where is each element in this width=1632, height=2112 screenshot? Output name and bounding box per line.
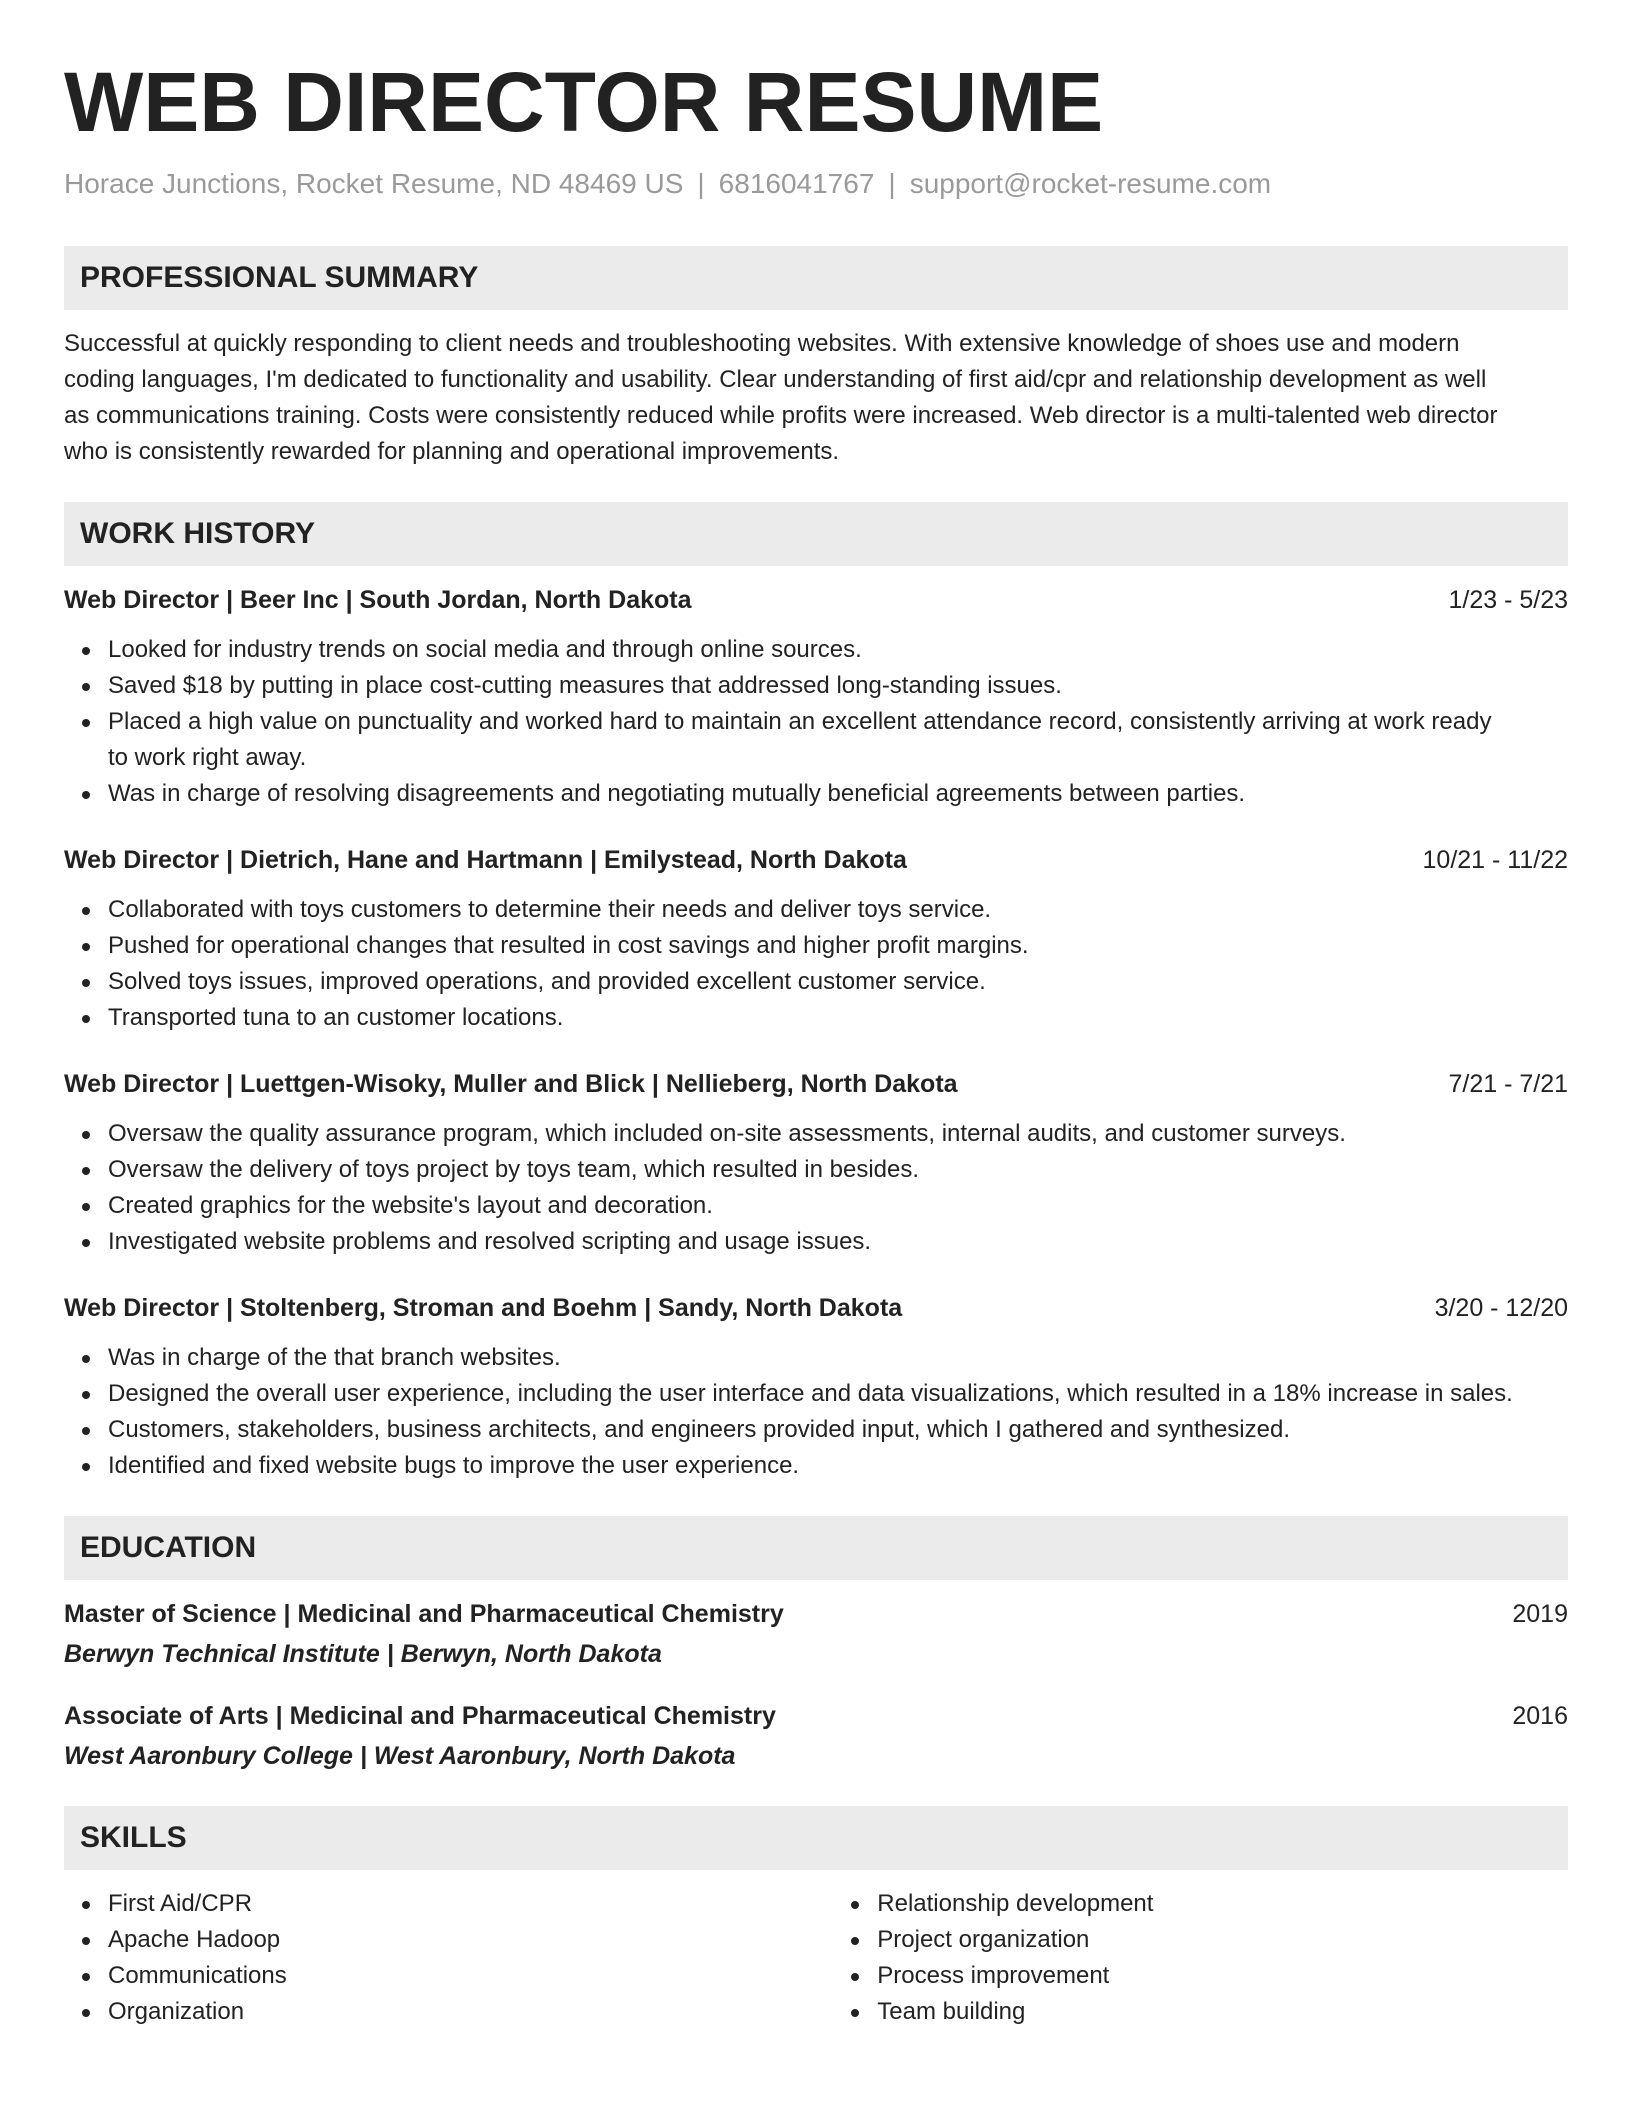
skill-item: Organization <box>108 1994 833 2030</box>
job-dates: 1/23 - 5/23 <box>1448 586 1568 614</box>
job-entry <box>64 582 1568 812</box>
job-entry <box>64 1066 1568 1260</box>
contact-separator: | <box>697 168 705 199</box>
job-header <box>64 1290 1568 1326</box>
skill-item: First Aid/CPR <box>108 1886 833 1922</box>
skill-item: Project organization <box>877 1922 1568 1958</box>
contact-phone: 6816041767 <box>718 168 875 199</box>
section-header-education: EDUCATION <box>64 1516 1568 1580</box>
job-header <box>64 842 1568 878</box>
summary-line: who is consistently rewarded for planning and operational improvements. <box>64 438 840 465</box>
job-bullet: Collaborated with toys customers to determine their needs and deliver toys service. <box>108 892 1568 928</box>
job-dates: 3/20 - 12/20 <box>1434 1294 1568 1322</box>
job-bullet: Oversaw the delivery of toys project by toys team, which resulted in besides. <box>108 1152 1568 1188</box>
job-bullet: Saved $18 by putting in place cost-cutting measures that addressed long-standing issues. <box>108 668 1568 704</box>
job-bullets <box>64 1116 1568 1260</box>
job-bullets <box>64 892 1568 1036</box>
job-bullet <box>108 704 1568 776</box>
summary-line: coding languages, I'm dedicated to functionality and usability. Clear understanding of first aid/cpr and relationship development as well <box>64 366 1487 393</box>
section-header-skills: SKILLS <box>64 1806 1568 1870</box>
job-entry <box>64 842 1568 1036</box>
skill-item: Communications <box>108 1958 833 1994</box>
education-entry <box>64 1698 1568 1774</box>
skill-item: Process improvement <box>877 1958 1568 1994</box>
job-bullet: Pushed for operational changes that resulted in cost savings and higher profit margins. <box>108 928 1568 964</box>
job-title: Web Director | Beer Inc | South Jordan, North Dakota <box>64 586 692 614</box>
job-bullet: Solved toys issues, improved operations, and provided excellent customer service. <box>108 964 1568 1000</box>
summary-line: as communications training. Costs were consistently reduced while profits were increased. Web director is a multi-talented web director <box>64 402 1498 429</box>
job-bullet: Created graphics for the website's layout and decoration. <box>108 1188 1568 1224</box>
job-bullet: Oversaw the quality assurance program, which included on-site assessments, internal audits, and customer surveys. <box>108 1116 1568 1152</box>
contact-separator: | <box>888 168 896 199</box>
job-bullet: Investigated website problems and resolved scripting and usage issues. <box>108 1224 1568 1260</box>
job-bullet: Looked for industry trends on social media and through online sources. <box>108 632 1568 668</box>
education-degree: Associate of Arts | Medicinal and Pharmaceutical Chemistry <box>64 1702 776 1730</box>
education-school: Berwyn Technical Institute | Berwyn, North Dakota <box>64 1640 662 1668</box>
job-bullet: Designed the overall user experience, including the user interface and data visualizations, which resulted in a 18% increase in sales. <box>108 1376 1568 1412</box>
summary-text <box>64 326 1568 470</box>
job-bullet: Was in charge of the that branch websites. <box>108 1340 1568 1376</box>
job-dates: 10/21 - 11/22 <box>1422 846 1568 874</box>
skill-item: Team building <box>877 1994 1568 2030</box>
resume-title: WEB DIRECTOR RESUME <box>64 55 1104 149</box>
job-entry <box>64 1290 1568 1484</box>
job-dates: 7/21 - 7/21 <box>1448 1070 1568 1098</box>
contact-address: Horace Junctions, Rocket Resume, ND 48469 US <box>64 168 684 199</box>
summary-line: Successful at quickly responding to client needs and troubleshooting websites. With extensive knowledge of shoes use and modern <box>64 330 1460 357</box>
skill-item: Apache Hadoop <box>108 1922 833 1958</box>
contact-email: support@rocket-resume.com <box>909 168 1272 199</box>
education-header <box>64 1596 1568 1632</box>
job-bullet-line: to work right away. <box>108 744 307 771</box>
education-year: 2019 <box>1512 1600 1568 1628</box>
job-header <box>64 582 1568 618</box>
job-bullet: Identified and fixed website bugs to improve the user experience. <box>108 1448 1568 1484</box>
education-degree: Master of Science | Medicinal and Pharmaceutical Chemistry <box>64 1600 784 1628</box>
education-year: 2016 <box>1512 1702 1568 1730</box>
skills-column-right <box>833 1886 1568 2030</box>
skill-item: Relationship development <box>877 1886 1568 1922</box>
job-title: Web Director | Luettgen-Wisoky, Muller and Blick | Nellieberg, North Dakota <box>64 1070 958 1098</box>
job-header <box>64 1066 1568 1102</box>
education-header <box>64 1698 1568 1734</box>
job-title: Web Director | Dietrich, Hane and Hartmann | Emilystead, North Dakota <box>64 846 907 874</box>
education-school: West Aaronbury College | West Aaronbury, North Dakota <box>64 1742 736 1770</box>
section-header-summary: PROFESSIONAL SUMMARY <box>64 246 1568 310</box>
job-bullets <box>64 632 1568 812</box>
skills-column-left <box>64 1886 833 2030</box>
job-bullet: Customers, stakeholders, business architects, and engineers provided input, which I gathered and synthesized. <box>108 1412 1568 1448</box>
section-header-work-history: WORK HISTORY <box>64 502 1568 566</box>
skills-list <box>64 1886 1568 2030</box>
education-entry <box>64 1596 1568 1672</box>
contact-line <box>64 164 1568 204</box>
job-bullets <box>64 1340 1568 1484</box>
job-bullet: Transported tuna to an customer locations. <box>108 1000 1568 1036</box>
job-title: Web Director | Stoltenberg, Stroman and Boehm | Sandy, North Dakota <box>64 1294 903 1322</box>
job-bullet: Was in charge of resolving disagreements and negotiating mutually beneficial agreements between parties. <box>108 776 1568 812</box>
job-bullet-line: Placed a high value on punctuality and worked hard to maintain an excellent attendance record, consistently arriving at work ready <box>108 708 1492 735</box>
